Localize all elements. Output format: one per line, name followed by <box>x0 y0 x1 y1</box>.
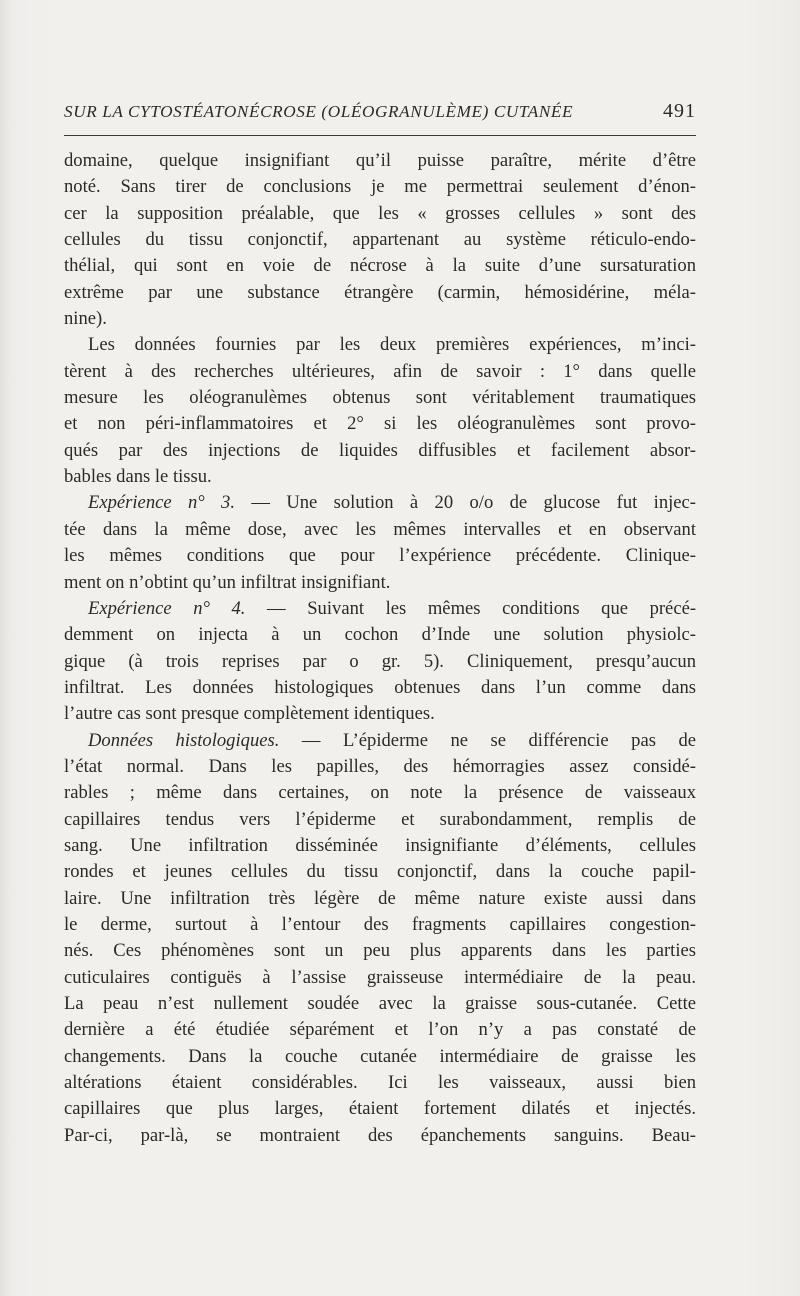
line-text: Par-ci, par-là, se montraient des épanchements sanguins. Beau- <box>64 1124 696 1146</box>
header-rule <box>64 135 696 136</box>
text-line <box>64 1123 696 1149</box>
text-line <box>64 833 696 859</box>
line-text: cuticulaires contiguës à l’assise graisseuse intermédiaire de la peau. <box>64 966 696 988</box>
text-line <box>64 965 696 991</box>
text-line <box>64 280 696 306</box>
text-line <box>64 675 696 701</box>
line-text: — Suivant les mêmes conditions que précé- <box>245 597 697 619</box>
text-line <box>64 1070 696 1096</box>
text-line <box>64 332 696 358</box>
line-text: dernière a été étudiée séparément et l’on n’y a pas constaté de <box>64 1019 696 1041</box>
text-line <box>64 201 696 227</box>
text-line <box>64 1044 696 1070</box>
line-text: — L’épiderme ne se différencie pas de <box>279 729 696 751</box>
text-line <box>64 490 696 516</box>
line-text: capillaires que plus larges, étaient fortement dilatés et injectés. <box>64 1098 696 1120</box>
text-line <box>64 543 696 569</box>
text-line <box>64 253 696 279</box>
text-line <box>64 728 696 754</box>
text-line <box>64 780 696 806</box>
section-heading: Données histologiques. <box>88 729 280 751</box>
line-text: l’état normal. Dans les papilles, des hémorragies assez considé- <box>64 755 696 777</box>
text-line <box>64 517 696 543</box>
text-line <box>64 148 696 174</box>
line-text: bables dans le tissu. <box>64 466 212 488</box>
line-text: nés. Ces phénomènes sont un peu plus apparents dans les parties <box>64 940 696 962</box>
body-text <box>64 148 696 1149</box>
line-text: thélial, qui sont en voie de nécrose à la suite d’une sursaturation <box>64 255 696 277</box>
text-line <box>64 912 696 938</box>
line-text: capillaires tendus vers l’épiderme et surabondamment, remplis de <box>64 808 696 830</box>
line-text: altérations étaient considérables. Ici les vaisseaux, aussi bien <box>64 1072 696 1094</box>
text-line <box>64 438 696 464</box>
text-line <box>64 886 696 912</box>
text-line <box>64 411 696 437</box>
text-line <box>64 464 696 490</box>
line-text: les mêmes conditions que pour l’expérience précédente. Clinique- <box>64 545 696 567</box>
text-line <box>64 306 696 332</box>
line-text: qués par des injections de liquides diffusibles et facilement absor- <box>64 439 696 461</box>
line-text: rables ; même dans certaines, on note la présence de vaisseaux <box>64 782 696 804</box>
text-line <box>64 570 696 596</box>
line-text: tée dans la même dose, avec les mêmes intervalles et en observant <box>64 518 696 540</box>
line-text: noté. Sans tirer de conclusions je me permettrai seulement d’énon- <box>64 176 696 198</box>
line-text: et non péri-inflammatoires et 2° si les oléogranulèmes sont provo- <box>64 413 696 435</box>
line-text: ment on n’obtint qu’un infiltrat insignifiant. <box>64 571 391 593</box>
text-line <box>64 359 696 385</box>
text-line <box>64 174 696 200</box>
line-text: l’autre cas sont presque complètement identiques. <box>64 703 435 725</box>
text-line <box>64 596 696 622</box>
text-line <box>64 701 696 727</box>
line-text: sang. Une infiltration disséminée insignifiante d’éléments, cellules <box>64 834 696 856</box>
section-heading: Expérience n° 4. <box>88 597 246 619</box>
line-text: demment on injecta à un cochon d’Inde une solution physiolc- <box>64 624 696 646</box>
text-line <box>64 754 696 780</box>
line-text: rondes et jeunes cellules du tissu conjonctif, dans la couche papil- <box>64 861 696 883</box>
line-text: extrême par une substance étrangère (carmin, hémosidérine, méla- <box>64 281 696 303</box>
text-line <box>64 227 696 253</box>
text-line <box>64 991 696 1017</box>
text-line <box>64 938 696 964</box>
line-text: gique (à trois reprises par o gr. 5). Cliniquement, presqu’aucun <box>64 650 696 672</box>
line-text: cellules du tissu conjonctif, appartenant au système réticulo-endo- <box>64 229 696 251</box>
text-line <box>64 385 696 411</box>
line-text: mesure les oléogranulèmes obtenus sont véritablement traumatiques <box>64 387 696 409</box>
text-line <box>64 859 696 885</box>
line-text: nine). <box>64 308 107 330</box>
line-text: changements. Dans la couche cutanée intermédiaire de graisse les <box>64 1045 696 1067</box>
line-text: cer la supposition préalable, que les « grosses cellules » sont des <box>64 202 696 224</box>
text-line <box>64 807 696 833</box>
line-text: tèrent à des recherches ultérieures, afin de savoir : 1° dans quelle <box>64 360 696 382</box>
line-text: le derme, surtout à l’entour des fragments capillaires congestion- <box>64 913 696 935</box>
line-text: Les données fournies par les deux premières expériences, m’inci- <box>88 334 696 356</box>
text-line <box>64 649 696 675</box>
line-text: domaine, quelque insignifiant qu’il puisse paraître, mérite d’être <box>64 150 696 171</box>
page-header <box>64 100 696 130</box>
line-text: La peau n’est nullement soudée avec la graisse sous-cutanée. Cette <box>64 993 696 1014</box>
line-text: — Une solution à 20 o/o de glucose fut injec- <box>235 492 696 514</box>
text-line <box>64 1017 696 1043</box>
text-line <box>64 1096 696 1122</box>
line-text: infiltrat. Les données histologiques obtenues dans l’un comme dans <box>64 676 696 698</box>
section-heading: Expérience n° 3. <box>88 492 236 514</box>
line-text: laire. Une infiltration très légère de même nature existe aussi dans <box>64 887 696 909</box>
page-number: 491 <box>663 100 696 122</box>
running-title: SUR LA CYTOSTÉATONÉCROSE (OLÉOGRANULÈME) CUTANÉE <box>64 102 574 121</box>
text-line <box>64 622 696 648</box>
